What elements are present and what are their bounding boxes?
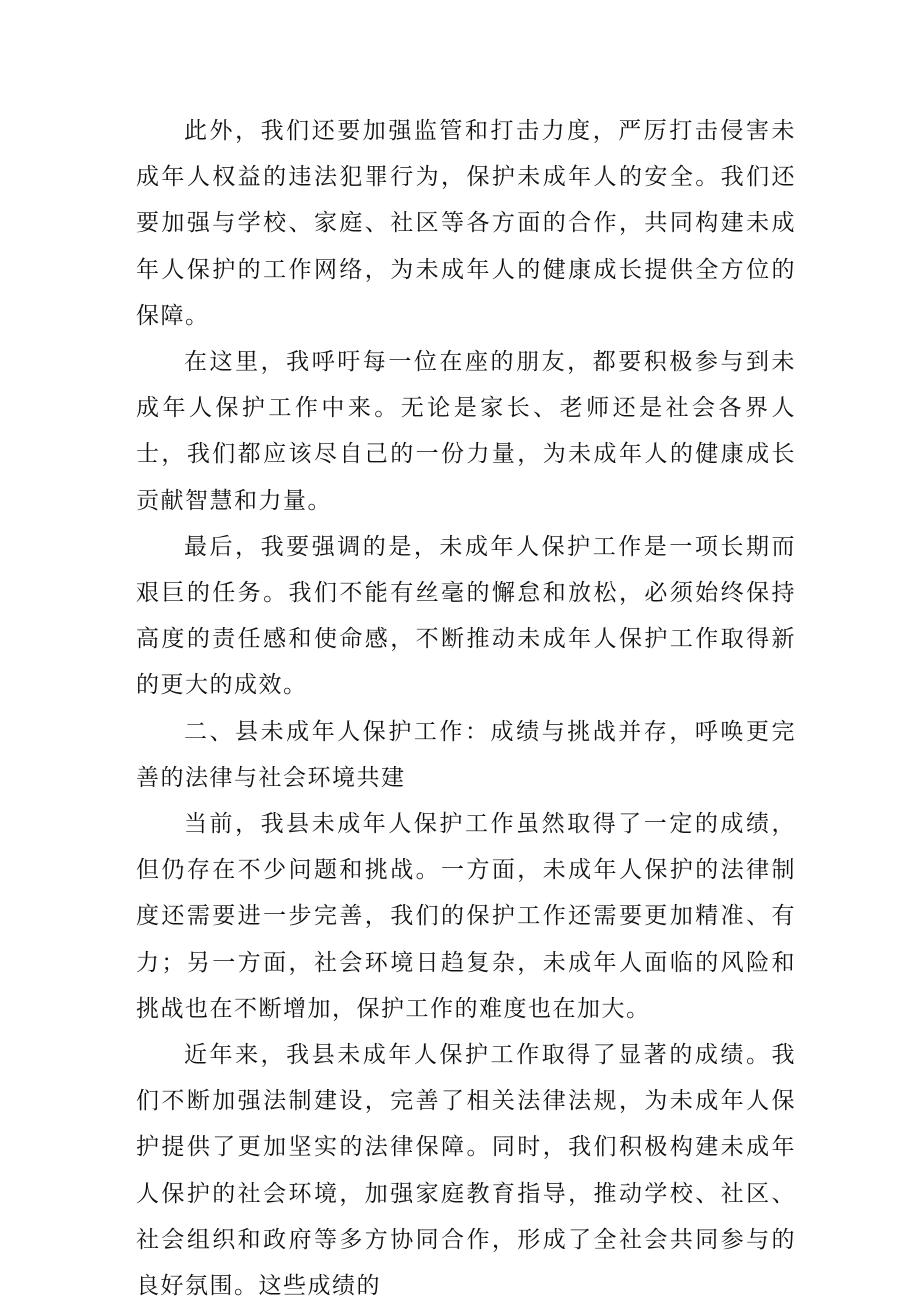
paragraph-supervision: 此外，我们还要加强监管和打击力度，严厉打击侵害未成年人权益的违法犯罪行为，保护未成年人的安全。我们还要加强与学校、家庭、社区等各方面的合作，共同构建未成年人保护的工作网络，为未成年人的健康成长提供全方位的保障。 bbox=[136, 118, 796, 329]
paragraph-achievements: 近年来，我县未成年人保护工作取得了显著的成绩。我们不断加强法制建设，完善了相关法律法规，为未成年人保护提供了更加坚实的法律保障。同时，我们积极构建未成年人保护的社会环境，加强家庭教育指导，推动学校、社区、社会组织和政府等多方协同合作，形成了全社会共同参与的良好氛围。这些成绩的 bbox=[136, 1042, 796, 1300]
paragraph-challenges: 当前，我县未成年人保护工作虽然取得了一定的成绩，但仍存在不少问题和挑战。一方面，未成年人保护的法律制度还需要进一步完善，我们的保护工作还需要更加精准、有力；另一方面，社会环境日趋复杂，未成年人面临的风险和挑战也在不断增加，保护工作的难度也在加大。 bbox=[136, 811, 796, 1022]
document-body bbox=[136, 108, 796, 1309]
paragraph-emphasis: 最后，我要强调的是，未成年人保护工作是一项长期而艰巨的任务。我们不能有丝毫的懈怠和放松，必须始终保持高度的责任感和使命感，不断推动未成年人保护工作取得新的更大的成效。 bbox=[136, 533, 796, 699]
paragraph-appeal: 在这里，我呼吁每一位在座的朋友，都要积极参与到未成年人保护工作中来。无论是家长、老师还是社会各界人士，我们都应该尽自己的一份力量，为未成年人的健康成长贡献智慧和力量。 bbox=[136, 349, 796, 514]
section-heading: 二、县未成年人保护工作：成绩与挑战并存，呼唤更完善的法律与社会环境共建 bbox=[136, 718, 796, 791]
